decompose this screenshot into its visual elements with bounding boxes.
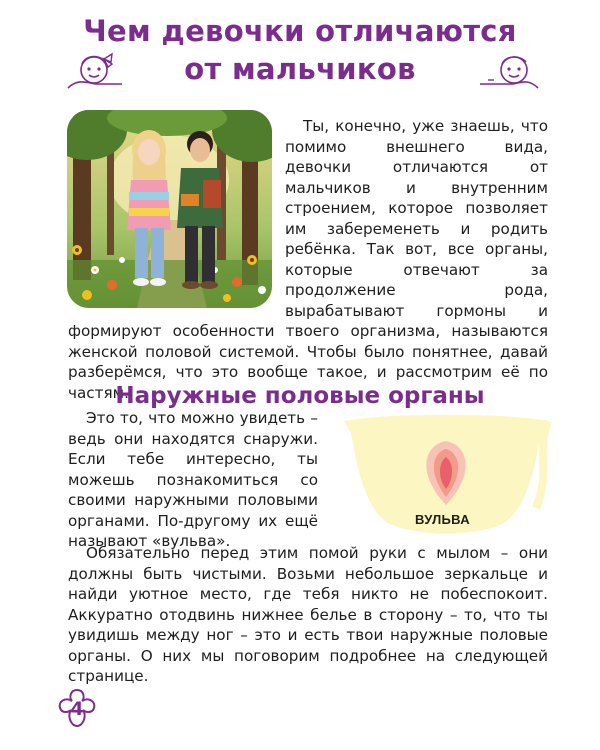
section-paragraph-2 <box>68 543 548 687</box>
section-paragraph-1 <box>68 408 318 552</box>
page-title-line2: от мальчиков <box>184 52 416 86</box>
vulva-label: ВУЛЬВА <box>415 512 470 527</box>
section-text-2: Обязательно перед этим помой руки с мылом – они должны быть чистыми. Возьми небольшое зеркальце и найди уютное место, где тебя никто не побеспокоит. Аккуратно отодвинь нижнее белье в сторону – то, что ты увидишь между ног – это и есть твои наружные половые органы. О них мы поговорим подробнее на следующей странице. <box>68 544 548 685</box>
section-text-1: Это то, что можно увидеть – ведь они находятся снаружи. Если тебе интересно, ты можешь познакомиться со своими наружными половыми органами. По-другому их ещё называют «вульва». <box>68 409 318 550</box>
intro-text: Ты, конечно, уже знаешь, что помимо внешнего вида, девочки отличаются от мальчиков и внутренним строением, которое позволяет им забеременеть и родить ребёнка. Так вот, все органы, которые отвечают за продолжение рода, вырабатывают гормоны и формируют особенности твоего организма, называются женской половой системой. Чтобы было понятнее, давай разберёмся, что это вообще такое, и рассмотрим её по частям. <box>68 117 548 402</box>
page-number: 4 <box>70 698 84 720</box>
page-title-line1: Чем девочки отличаются <box>83 14 517 48</box>
girl-face-doodle-icon <box>66 50 124 92</box>
intro-paragraph <box>68 116 548 403</box>
section-heading: Наружные половые органы <box>115 383 485 409</box>
boy-face-doodle-icon <box>478 50 540 92</box>
